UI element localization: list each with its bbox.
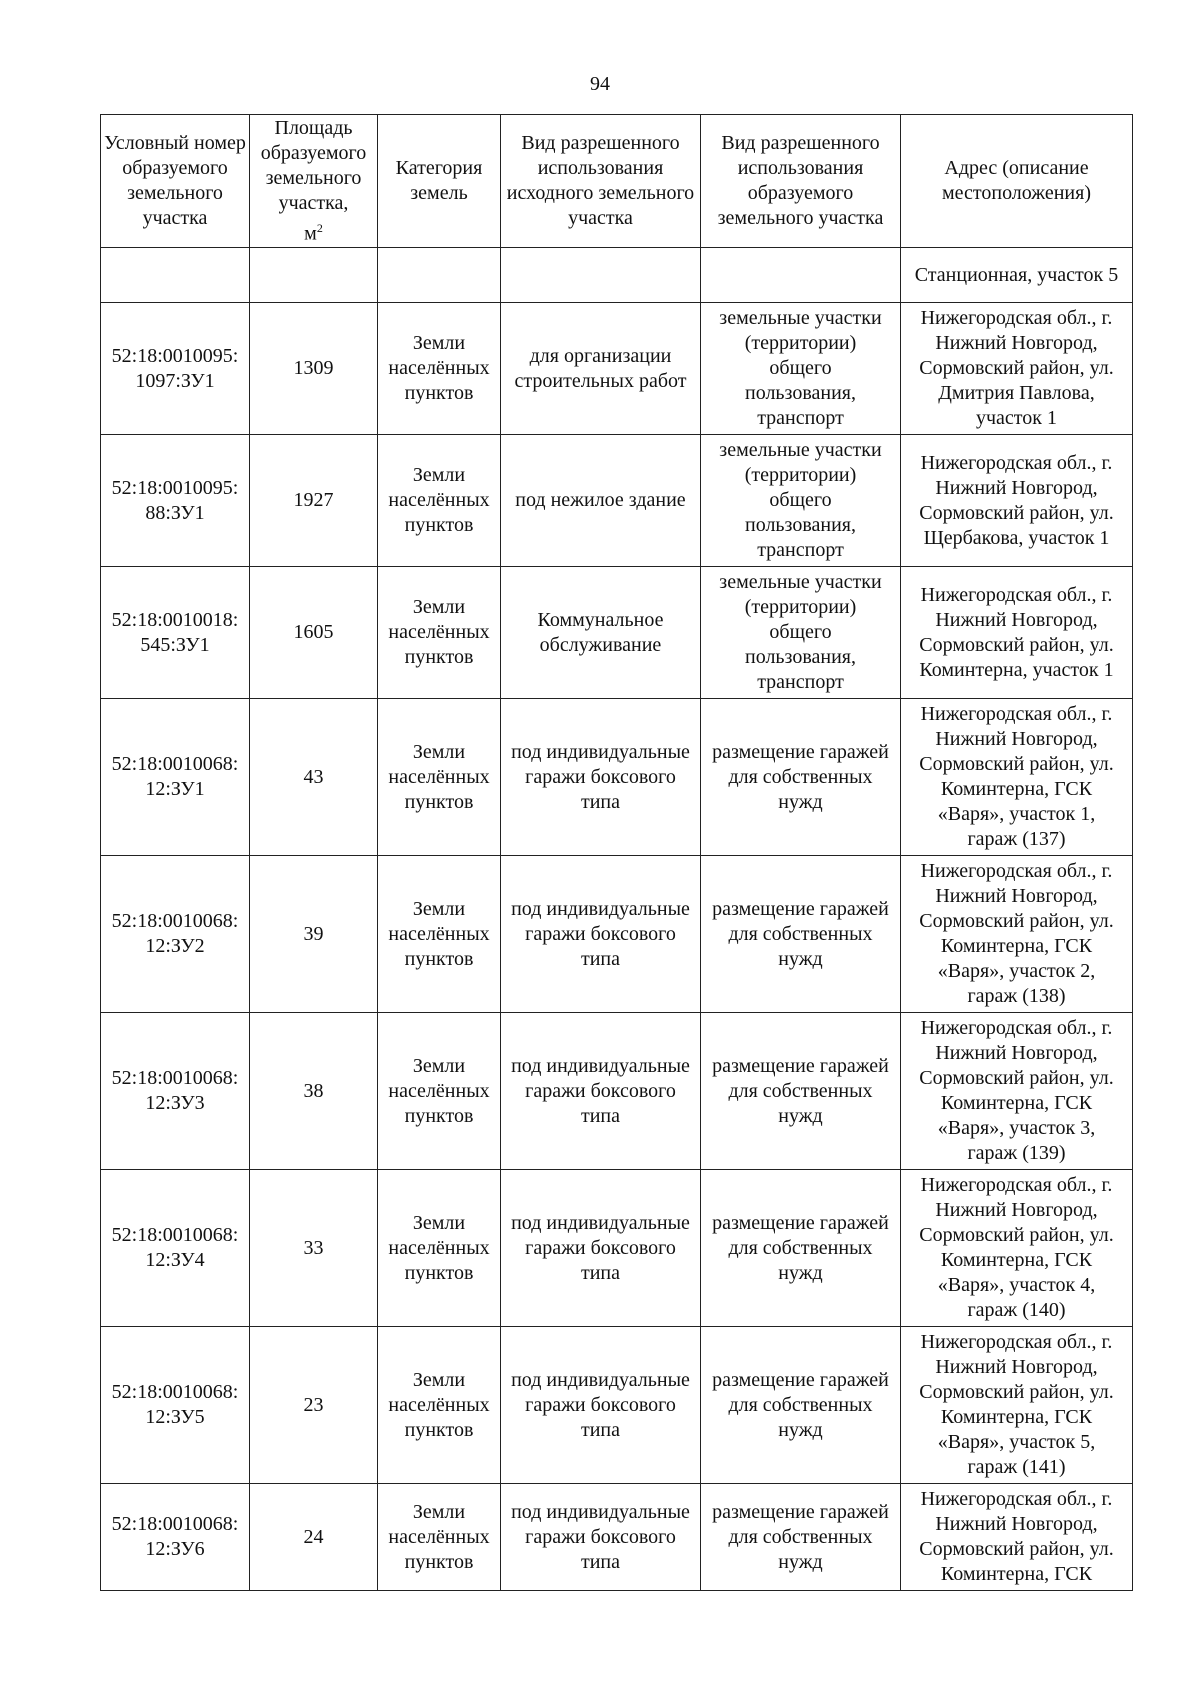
column-header-use-new: Вид разрешенного использования образуемого земельного участка <box>701 115 901 248</box>
column-header-area-label: Площадь образуемого земельного участка, <box>260 116 367 214</box>
cell-area: 38 <box>250 1013 378 1170</box>
cell-address: Нижегородская обл., г. Нижний Новгород, Сормовский район, ул. Коминтерна, участок 1 <box>901 567 1133 699</box>
area-unit: м <box>304 222 317 245</box>
cell-use-new: размещение гаражей для собственных нужд <box>701 1013 901 1170</box>
cell-use-source: под нежилое здание <box>501 435 701 567</box>
cell-use-source: под индивидуальные гаражи боксового типа <box>501 1327 701 1484</box>
cell-area: 1309 <box>250 303 378 435</box>
cell-use-new: земельные участки (территории) общего пользования, транспорт <box>701 567 901 699</box>
cell-category: Земли населённых пунктов <box>378 303 501 435</box>
table-row <box>101 856 1133 1013</box>
table-row <box>101 1170 1133 1327</box>
cell-use-new: размещение гаражей для собственных нужд <box>701 699 901 856</box>
cell-area: 1927 <box>250 435 378 567</box>
cell-number: 52:18:0010068: 12:ЗУ4 <box>101 1170 250 1327</box>
column-header-address: Адрес (описание местоположения) <box>901 115 1133 248</box>
cell-category: Земли населённых пунктов <box>378 1013 501 1170</box>
cell-number: 52:18:0010095: 1097:ЗУ1 <box>101 303 250 435</box>
cell-address: Нижегородская обл., г. Нижний Новгород, Сормовский район, ул. Дмитрия Павлова, участок 1 <box>901 303 1133 435</box>
cell-category: Земли населённых пунктов <box>378 699 501 856</box>
cell-address: Нижегородская обл., г. Нижний Новгород, Сормовский район, ул. Коминтерна, ГСК «Варя», участок 2, гараж (138) <box>901 856 1133 1013</box>
cell-area: 33 <box>250 1170 378 1327</box>
cell-empty <box>250 248 378 303</box>
cell-use-source: под индивидуальные гаражи боксового типа <box>501 1170 701 1327</box>
column-header-use-source: Вид разрешенного использования исходного земельного участка <box>501 115 701 248</box>
cell-address: Нижегородская обл., г. Нижний Новгород, Сормовский район, ул. Щербакова, участок 1 <box>901 435 1133 567</box>
cell-address: Нижегородская обл., г. Нижний Новгород, Сормовский район, ул. Коминтерна, ГСК «Варя», участок 5, гараж (141) <box>901 1327 1133 1484</box>
cell-area: 39 <box>250 856 378 1013</box>
cell-category: Земли населённых пунктов <box>378 1327 501 1484</box>
cell-area: 1605 <box>250 567 378 699</box>
cell-area: 43 <box>250 699 378 856</box>
cell-number: 52:18:0010068: 12:ЗУ2 <box>101 856 250 1013</box>
cell-category: Земли населённых пунктов <box>378 1170 501 1327</box>
cell-empty <box>701 248 901 303</box>
cell-use-new: размещение гаражей для собственных нужд <box>701 856 901 1013</box>
cell-number: 52:18:0010068: 12:ЗУ5 <box>101 1327 250 1484</box>
cell-use-new: размещение гаражей для собственных нужд <box>701 1484 901 1591</box>
table-row <box>101 303 1133 435</box>
cell-use-source: под индивидуальные гаражи боксового типа <box>501 699 701 856</box>
cell-address: Нижегородская обл., г. Нижний Новгород, Сормовский район, ул. Коминтерна, ГСК «Варя», участок 4, гараж (140) <box>901 1170 1133 1327</box>
cell-category: Земли населённых пунктов <box>378 567 501 699</box>
cell-address: Нижегородская обл., г. Нижний Новгород, Сормовский район, ул. Коминтерна, ГСК <box>901 1484 1133 1591</box>
cell-use-new: земельные участки (территории) общего пользования, транспорт <box>701 435 901 567</box>
cell-use-source: Коммунальное обслуживание <box>501 567 701 699</box>
table-row-continuation <box>101 248 1133 303</box>
cell-use-new: земельные участки (территории) общего пользования, транспорт <box>701 303 901 435</box>
table-row <box>101 699 1133 856</box>
cell-address: Станционная, участок 5 <box>901 248 1133 303</box>
cell-empty <box>101 248 250 303</box>
cell-category: Земли населённых пунктов <box>378 1484 501 1591</box>
cell-number: 52:18:0010068: 12:ЗУ1 <box>101 699 250 856</box>
table-header-row <box>101 115 1133 248</box>
cell-category: Земли населённых пунктов <box>378 856 501 1013</box>
cell-number: 52:18:0010018: 545:ЗУ1 <box>101 567 250 699</box>
column-header-area <box>250 115 378 248</box>
table-row <box>101 435 1133 567</box>
page-number: 94 <box>590 73 610 95</box>
cell-category: Земли населённых пунктов <box>378 435 501 567</box>
cell-use-source: под индивидуальные гаражи боксового типа <box>501 856 701 1013</box>
cell-empty <box>501 248 701 303</box>
cell-use-new: размещение гаражей для собственных нужд <box>701 1170 901 1327</box>
cell-area: 23 <box>250 1327 378 1484</box>
cell-number: 52:18:0010068: 12:ЗУ6 <box>101 1484 250 1591</box>
cell-use-source: для организации строительных работ <box>501 303 701 435</box>
cell-address: Нижегородская обл., г. Нижний Новгород, Сормовский район, ул. Коминтерна, ГСК «Варя», участок 3, гараж (139) <box>901 1013 1133 1170</box>
cell-empty <box>378 248 501 303</box>
cell-area: 24 <box>250 1484 378 1591</box>
table-row <box>101 1484 1133 1591</box>
cell-number: 52:18:0010068: 12:ЗУ3 <box>101 1013 250 1170</box>
cell-use-source: под индивидуальные гаражи боксового типа <box>501 1013 701 1170</box>
column-header-category: Категория земель <box>378 115 501 248</box>
table-row <box>101 1327 1133 1484</box>
table-row <box>101 567 1133 699</box>
table-row <box>101 1013 1133 1170</box>
cell-address: Нижегородская обл., г. Нижний Новгород, Сормовский район, ул. Коминтерна, ГСК «Варя», участок 1, гараж (137) <box>901 699 1133 856</box>
area-unit-superscript: 2 <box>316 220 323 235</box>
cell-number: 52:18:0010095: 88:ЗУ1 <box>101 435 250 567</box>
cell-use-new: размещение гаражей для собственных нужд <box>701 1327 901 1484</box>
cell-use-source: под индивидуальные гаражи боксового типа <box>501 1484 701 1591</box>
land-plots-table <box>100 114 1133 1591</box>
column-header-number: Условный номер образуемого земельного участка <box>101 115 250 248</box>
